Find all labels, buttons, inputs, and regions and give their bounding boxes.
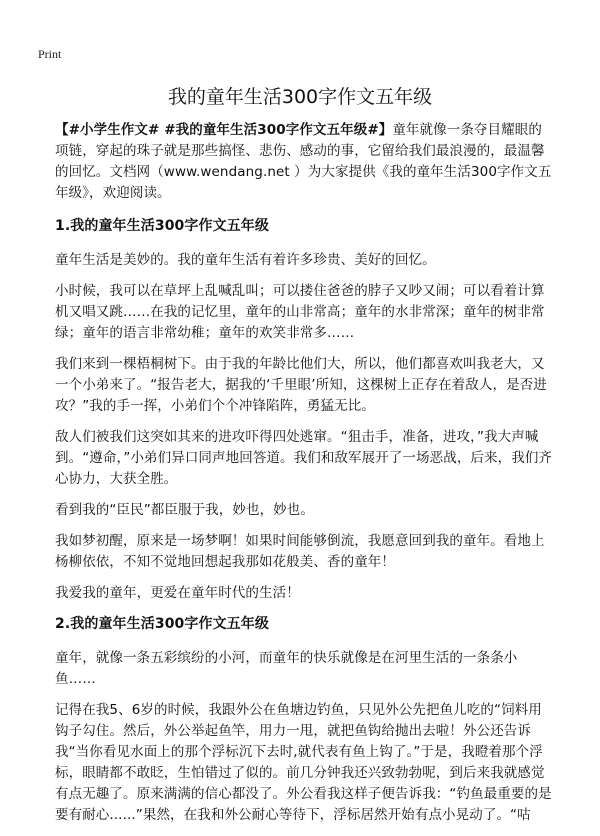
section-heading: 1.我的童年生活300字作文五年级 (55, 218, 269, 234)
paragraph: 我如梦初醒，原来是一场梦啊！如果时间能够倒流，我愿意回到我的童年。看地上杨柳依依，不知不觉地回想起我那如花般美、香的童年！ (55, 533, 545, 570)
paragraph: 童年生活是美妙的。我的童年生活有着许多珍贵、美好的回忆。 (55, 252, 436, 268)
paragraph: 敌人们被我们这突如其来的进攻吓得四处逃窜。“狙击手，准备，进攻，”我大声喊到。“遵命，”小弟们异口同声地回答道。我们和敌军展开了一场恶战，后来，我们齐心协力，大获全胜。 (55, 429, 553, 487)
paragraph: 记得在我5、6岁的时候，我跟外公在鱼塘边钓鱼，只见外公先把鱼儿吃的“饲料用钩子勾住。然后，外公举起鱼竿，用力一甩，就把鱼钩给抛出去啦！外公还告诉我“当你看见水面上的那个浮标沉下去时,就代表有鱼上钩了。”于是，我瞪着那个浮标，眼睛都不敢眨，生怕错过了似的。前几分钟我还兴致勃勃呢，到后来我就感觉有点无趣了。原来满满的信心都没了。外公看我这样子便告诉我：“钓鱼最重要的是要有耐心......”果然，在我和外公耐心等待下，浮标居然开始有点小晃动了。“咕 (55, 702, 552, 823)
paragraph: 我爱我的童年，更爱在童年时代的生活！ (55, 585, 300, 601)
paragraph: 我们来到一棵梧桐树下。由于我的年龄比他们大，所以，他们都喜欢叫我老大，又一个小弟来了。“报告老大，据我的‘千里眼’所知，这棵树上正存在着敌人，是否进攻？”我的手一挥，小弟们个个冲锋陷阵，勇猛无比。 (55, 356, 547, 414)
section-2 (55, 614, 553, 826)
print-label: Print (38, 47, 62, 61)
page-title: 我的童年生活300字作文五年级 (167, 86, 433, 108)
article-body (55, 120, 553, 836)
section-1 (55, 216, 553, 604)
intro-paragraph (55, 120, 553, 204)
paragraph: 童年，就像一条五彩缤纷的小河，而童年的快乐就像是在河里生活的一条条小鱼…… (55, 650, 518, 687)
paragraph: 看到我的“臣民”都臣服于我，妙也，妙也。 (55, 502, 314, 518)
paragraph: 小时候，我可以在草坪上乱喊乱叫；可以搂住爸爸的脖子又吵又闹；可以看着计算机又唱又跳……在我的记忆里，童年的山非常高；童年的水非常深；童年的树非常绿；童年的语言非常幼稚；童年的欢笑非常多…… (55, 283, 545, 341)
section-heading: 2.我的童年生活300字作文五年级 (55, 616, 269, 632)
intro-text: 童年就像一条夺目耀眼的项链，穿起的珠子就是那些搞怪、悲伤、感动的事，它留给我们最浪漫的，最温馨的回忆。文档网（www.wendang.net ）为大家提供《我的童年生活300字作文五年级》，欢迎阅读。 (55, 122, 552, 201)
intro-tag: 【#小学生作文# #我的童年生活300字作文五年级#】 (55, 122, 393, 138)
